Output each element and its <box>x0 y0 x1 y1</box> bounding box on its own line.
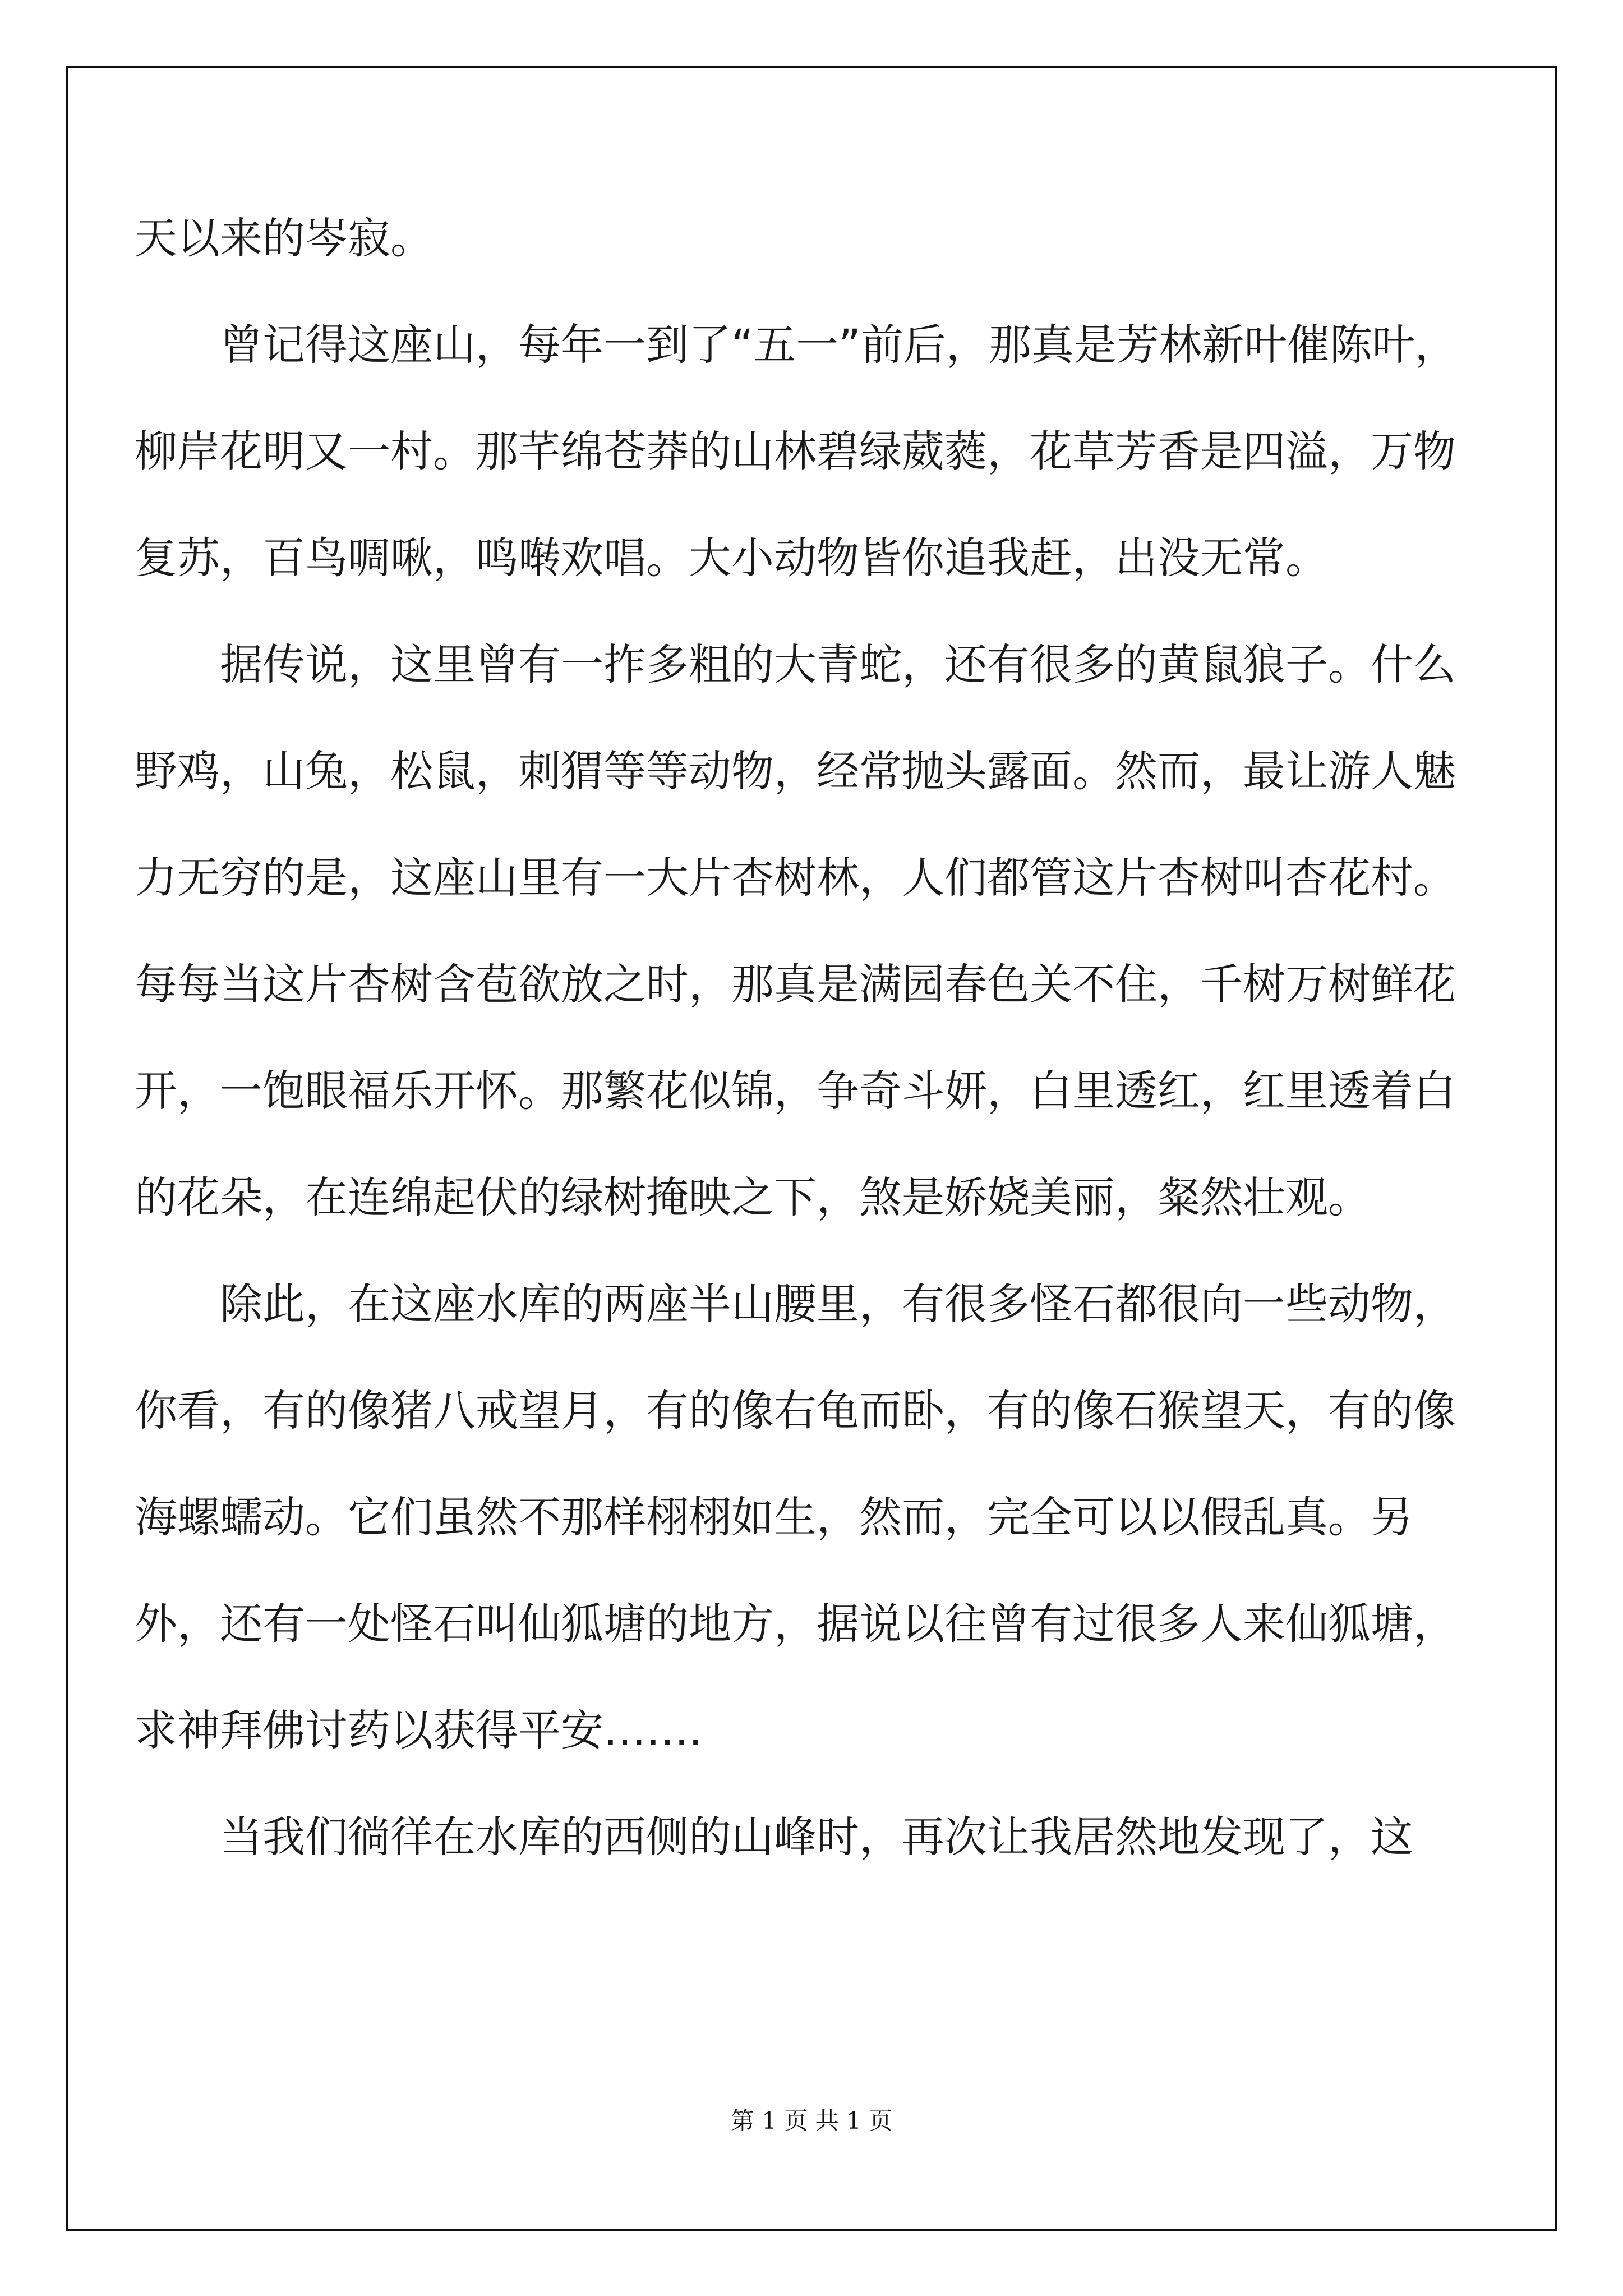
page-footer: 第 1 页 共 1 页 <box>730 2107 893 2134</box>
paragraph-3: 据传说，这里曾有一拃多粗的大青蛇，还有很多的黄鼠狼子。什么野鸡，山兔，松鼠，刺猬等等动物，经常抛头露面。然而，最让游人魅力无穷的是，这座山里有一大片杏树林，人们都管这片杏树叫杏花村。每每当这片杏树含苞欲放之时，那真是满园春色关不住，千树万树鲜花开，一饱眼福乐开怀。那繁花似锦，争奇斗妍，白里透红，红里透着白的花朵，在连绵起伏的绿树掩映之下，煞是娇娆美丽，粲然壮观。 <box>135 639 1456 1222</box>
paragraph-2: 曾记得这座山，每年一到了“五一”前后，那真是芳林新叶催陈叶，柳岸花明又一村。那芊绵苍莽的山林碧绿葳蕤，花草芳香是四溢，万物复苏，百鸟啁啾，鸣啭欢唱。大小动物皆你追我赶，出没无常。 <box>135 320 1458 583</box>
paragraph-1: 天以来的岑寂。 <box>135 213 433 263</box>
document-body <box>135 185 1492 1890</box>
paragraph-4: 除此，在这座水库的两座半山腰里，有很多怪石都很向一些动物，你看，有的像猪八戒望月，有的像右龟而卧，有的像石猴望天，有的像海螺蠕动。它们虽然不那样栩栩如生，然而，完全可以以假乱真。另外，还有一处怪石叫仙狐塘的地方，据说以往曾有过很多人来仙狐塘，求神拜佛讨药以获得平安……. <box>135 1279 1456 1755</box>
paragraph-5: 当我们徜徉在水库的西侧的山峰时，再次让我居然地发现了，这 <box>220 1812 1413 1862</box>
